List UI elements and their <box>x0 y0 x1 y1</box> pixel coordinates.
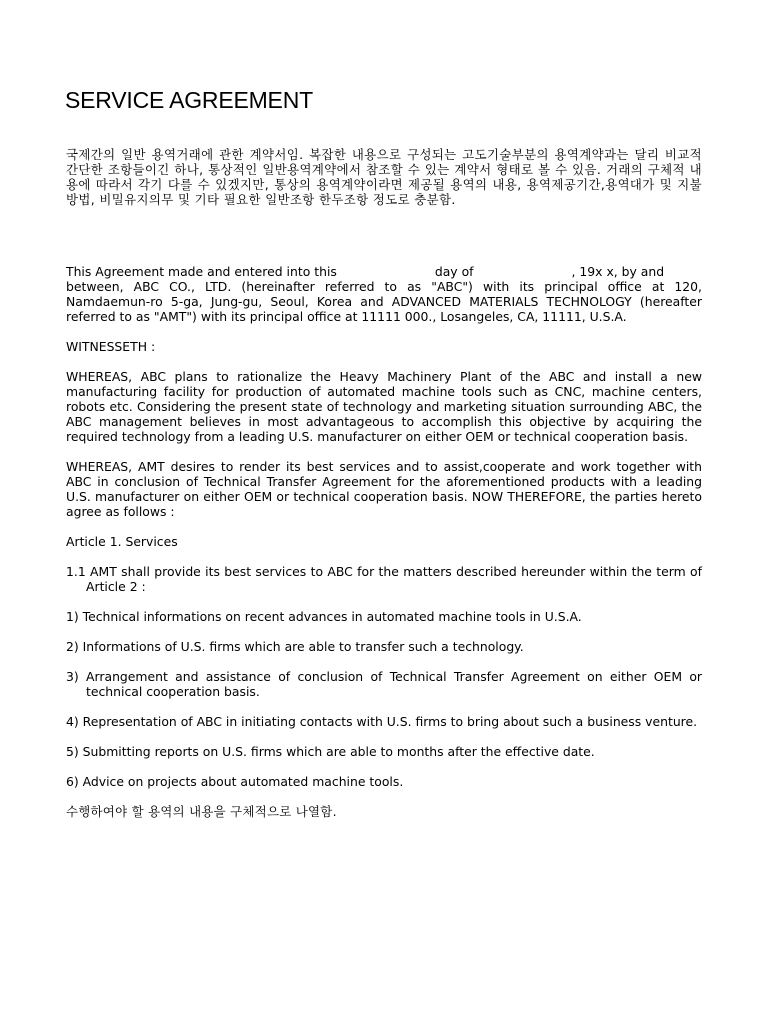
witnesseth-heading: WITNESSETH : <box>66 339 156 354</box>
preamble-text-1: This Agreement made and entered into this <box>66 264 337 279</box>
preamble-first-line <box>66 264 702 279</box>
closing-korean-note: 수행하여야 할 용역의 내용을 구체적으로 나열함. <box>66 804 337 819</box>
preamble-text-2: day of <box>434 264 474 279</box>
article-1-title: Article 1. Services <box>66 534 178 549</box>
preamble-text-3: , 19x x, by and <box>571 264 665 279</box>
list-item-2: 2) Informations of U.S. firms which are able to transfer such a technology. <box>66 639 524 654</box>
whereas-paragraph-1: WHEREAS, ABC plans to rationalize the Heavy Machinery Plant of the ABC and install a new manufacturing facility for production of automated machine tools such as CNC, machine centers, robots etc. Considering the present state of technology and marketing situation surrounding ABC, the ABC management believes in most advantageous to accomplish this objective by acquiring the required technology from a leading U.S. manufacturer on either OEM or technical cooperation basis. <box>66 369 702 444</box>
list-item-3: 3) Arrangement and assistance of conclusion of Technical Transfer Agreement on either OEM or technical cooperation basis. <box>66 669 702 699</box>
whereas-paragraph-2: WHEREAS, AMT desires to render its best services and to assist,cooperate and work together with ABC in conclusion of Technical Transfer Agreement for the aforementioned products with a leading U.S. manufacturer on either OEM or technical cooperation basis. NOW THEREFORE, the parties hereto agree as follows : <box>66 459 702 519</box>
list-item-6: 6) Advice on projects about automated machine tools. <box>66 774 404 789</box>
clause-1-1: 1.1 AMT shall provide its best services to ABC for the matters described hereunder within the term of Article 2 : <box>66 564 702 594</box>
list-item-5: 5) Submitting reports on U.S. firms which are able to months after the effective date. <box>66 744 595 759</box>
list-item-1: 1) Technical informations on recent advances in automated machine tools in U.S.A. <box>66 609 582 624</box>
list-item-4: 4) Representation of ABC in initiating contacts with U.S. firms to bring about such a business venture. <box>66 714 698 729</box>
preamble-paragraph <box>66 264 702 324</box>
korean-intro-paragraph: 국제간의 일반 용역거래에 관한 계약서임. 복잡한 내용으로 구성되는 고도기술부분의 용역계약과는 달리 비교적 간단한 조항들이긴 하나, 통상적인 일반용역계약에서 참조할 수 있는 계약서 형태로 볼 수 있음. 거래의 구체적 내용에 따라서 각기 다를 수 있겠지만, 통상의 용역계약이라면 제공될 용역의 내용, 용역제공기간,용역대가 및 지불방법, 비밀유지의무 및 기타 필요한 일반조항 한두조항 정도로 충분함. <box>66 147 702 207</box>
preamble-rest: between, ABC CO., LTD. (hereinafter referred to as "ABC") with its principal office at 120, Namdaemun-ro 5-ga, Jung-gu, Seoul, Korea and ADVANCED MATERIALS TECHNOLOGY (hereafter referred to as "AMT") with its principal office at 11111 000., Losangeles, CA, 11111, U.S.A. <box>66 279 702 324</box>
document-title: SERVICE AGREEMENT <box>65 87 313 113</box>
